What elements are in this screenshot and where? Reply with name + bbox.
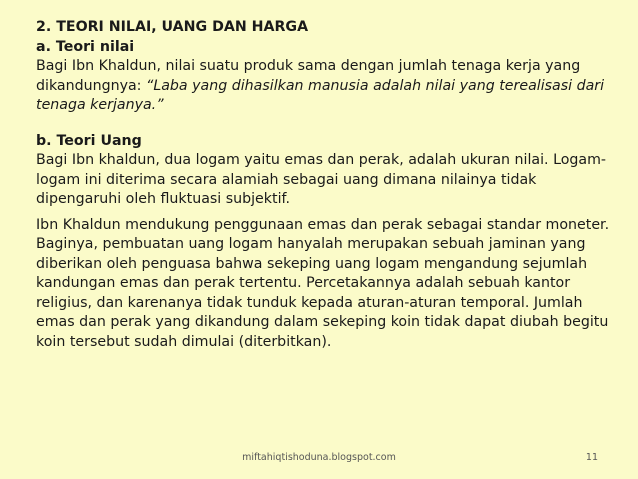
- section-b-paragraph-2: Ibn Khaldun mendukung penggunaan emas dan perak sebagai standar moneter. Baginya, pembuatan uang logam hanyalah merupakan sebuah jaminan yang diberikan oleh penguasa bahwa sekeping uang logam mengandung sejumlah kandungan emas dan perak tertentu. Percetakannya adalah sebuah kantor religius, dan karenanya tidak tunduk kepada aturan-aturan temporal. Jumlah emas dan perak yang dikandung dalam sekeping koin tidak dapat diubah begitu koin tersebut sudah dimulai (diterbitkan).: [36, 216, 610, 350]
- section-a-text: [36, 57, 616, 116]
- section-a-plain: Bagi Ibn Khaldun, nilai suatu produk sama dengan jumlah tenaga kerja yang dikandungnya:: [36, 58, 581, 94]
- slide-content: [36, 18, 616, 352]
- page-number: 11: [585, 452, 598, 463]
- section-a-title: a. Teori nilai: [36, 38, 135, 55]
- section-b-title: b. Teori Uang: [36, 132, 142, 149]
- slide-heading: 2. TEORI NILAI, UANG DAN HARGA: [36, 19, 309, 35]
- footer-url: miftahiqtishoduna.blogspot.com: [242, 452, 396, 463]
- section-b-paragraph-1: Bagi Ibn khaldun, dua logam yaitu emas dan perak, adalah ukuran nilai. Logam-logam ini diterima secara alamiah sebagai uang dimana nilainya tidak dipengaruhi oleh fluktuasi subjektif.: [36, 152, 607, 207]
- section-a-quote: “Laba yang dihasilkan manusia adalah nilai yang terealisasi dari tenaga kerjanya.”: [36, 77, 605, 113]
